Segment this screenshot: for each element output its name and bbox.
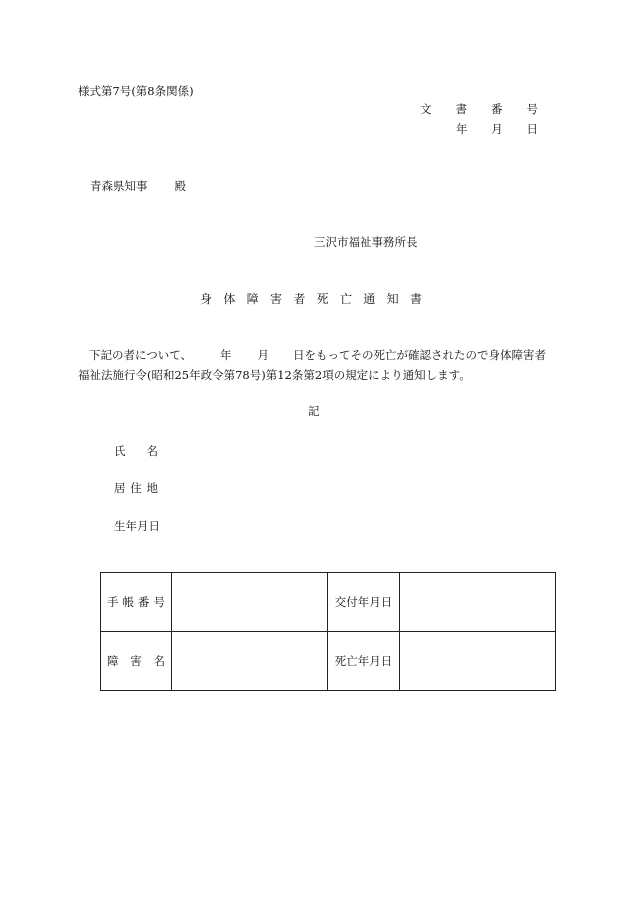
body-intro: 下記の者について、 (89, 348, 193, 362)
title-char: 書 (409, 292, 422, 306)
title-char: 者 (293, 292, 306, 306)
death-date-value-cell[interactable] (400, 632, 556, 691)
addressee-name: 青森県知事 (90, 179, 148, 193)
date-month: 月 (491, 122, 503, 136)
table-row (101, 632, 556, 691)
title-char: 亡 (339, 292, 352, 306)
body-year-unit: 年 (220, 348, 232, 362)
label-char: 帳 (122, 595, 134, 609)
disability-name-label-cell (101, 632, 172, 691)
form-number: 様式第7号(第8条関係) (78, 84, 194, 98)
field-name-char: 名 (146, 444, 158, 458)
label-char: 手 (107, 595, 119, 609)
disability-name-label (107, 653, 165, 669)
body-text-line-1 (89, 350, 546, 362)
issue-date-label: 交付年月日 (328, 573, 400, 632)
label-char: 番 (138, 595, 150, 609)
label-char: 害 (130, 654, 142, 668)
field-address-char: 居 (114, 481, 126, 495)
field-address-label (114, 483, 158, 495)
title-char: 死 (316, 292, 329, 306)
title-char: 通 (363, 292, 376, 306)
title-char: 身 (200, 292, 213, 306)
addressee-honorific: 殿 (174, 179, 186, 193)
info-table (100, 572, 556, 691)
date-day: 日 (526, 122, 538, 136)
label-char: 号 (153, 595, 165, 609)
handbook-number-label (107, 594, 165, 610)
issuer: 三沢市福祉事務所長 (314, 235, 418, 249)
table-row (101, 573, 556, 632)
field-name-label (114, 446, 158, 458)
handbook-number-label-cell (101, 573, 172, 632)
document-title (200, 293, 422, 305)
body-text-line-2: 福祉法施行令(昭和25年政令第78号)第12条第2項の規定により通知します。 (78, 368, 471, 382)
doc-number-char: 号 (526, 102, 538, 116)
issue-date-value-cell[interactable] (400, 573, 556, 632)
label-char: 障 (107, 654, 119, 668)
doc-number-char: 番 (491, 102, 503, 116)
death-date-label: 死亡年月日 (328, 632, 400, 691)
date-year: 年 (456, 122, 468, 136)
doc-number-char: 書 (455, 102, 467, 116)
doc-number-char: 文 (420, 102, 432, 116)
label-char: 名 (153, 654, 165, 668)
title-char: 害 (269, 292, 282, 306)
body-month-unit: 月 (257, 348, 270, 362)
document-number-label (420, 104, 538, 116)
field-address-char: 住 (130, 481, 142, 495)
disability-name-value-cell[interactable] (172, 632, 328, 691)
document-date (456, 124, 538, 136)
addressee (90, 181, 186, 193)
field-birthdate-label: 生年月日 (114, 519, 160, 533)
field-name-char: 氏 (114, 444, 126, 458)
title-char: 体 (223, 292, 236, 306)
title-char: 障 (246, 292, 259, 306)
ki-mark: 記 (308, 404, 320, 418)
title-char: 知 (386, 292, 399, 306)
handbook-number-value-cell[interactable] (172, 573, 328, 632)
field-address-char: 地 (146, 481, 158, 495)
body-line1-end: 日をもってその死亡が確認されたので身体障害者 (293, 348, 547, 362)
